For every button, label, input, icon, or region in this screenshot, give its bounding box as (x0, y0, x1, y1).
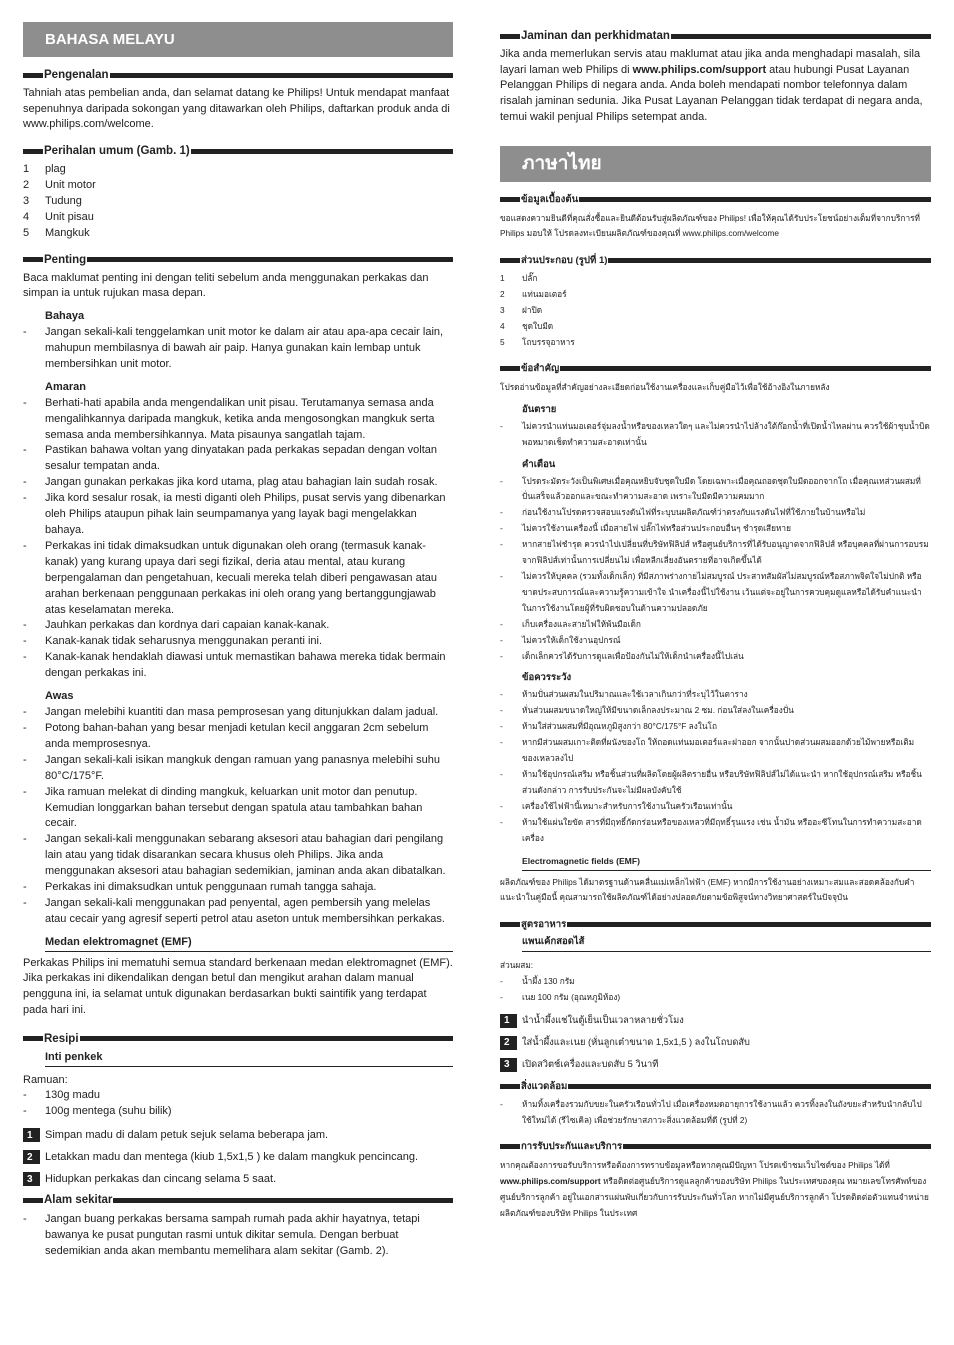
column-malay (23, 22, 453, 1260)
section-header-environment: Alam sekitar (23, 1194, 453, 1206)
section-header-recipe: Resipi (23, 1033, 453, 1045)
list-item: 5 Mangkuk (23, 226, 90, 239)
important-text: Baca maklumat penting ini dengan teliti sebelum anda menggunakan perkakas dan simpan ia untuk rujukan masa depan. (23, 271, 429, 300)
list-item: - เครื่องใช้ไฟฟ้านี้เหมาะสำหรับการใช้งานในครัวเรือนเท่านั้น (500, 799, 931, 815)
list-item: 3 ฝาปิด (500, 305, 543, 316)
ingredients-label: Ramuan: (23, 1073, 68, 1086)
support-link[interactable]: www.philips.com/support (632, 63, 767, 76)
list-item: - ไม่ควรให้บุคคล (รวมทั้งเด็กเล็ก) ที่มีสภาพร่างกายไม่สมบูรณ์ ประสาทสัมผัสไม่สมบูรณ์หรือสภาพจิตใจไม่ปกติ หรือขาดประสบการณ์และความรู้ความเข้าใจ นำเครื่องนี้ไปใช้งาน เว้นแต่จะอยู่ในการควบคุมดูแลหรือได้รับคำแนะนำในการใช้งานโดยผู้ที่รับผิดชอบในด้านความปลอดภัย (500, 569, 931, 617)
list-item: - เก็บเครื่องและสายไฟให้พ้นมือเด็ก (500, 617, 931, 633)
emf-heading-th: Electromagnetic fields (EMF) (522, 855, 640, 866)
list-item: - 100g mentega (suhu bilik) (23, 1104, 453, 1120)
list-item: - Jangan sekali-kali isikan mangkuk dengan ramuan yang panasnya melebihi suhu 80°C/175°F. (23, 753, 453, 785)
list-item: 4 Unit pisau (23, 210, 94, 223)
ingredients-list-th (500, 974, 931, 1006)
list-item: - หากสายไฟชำรุด ควรนำไปเปลี่ยนที่บริษัทฟิลิปส์ หรือศูนย์บริการที่ได้รับอนุญาตจากฟิลิปส์ หรือบุคคลที่ผ่านการอบรมจากฟิลิปส์เท่านั้นการเปลี่ยนไม่ เพื่อหลีกเลี่ยงอันตรายที่อาจเกิดขึ้นได้ (500, 537, 931, 569)
danger-heading: Bahaya (45, 310, 85, 323)
warning-list-th (500, 474, 931, 665)
important-text-th: โปรดอ่านข้อมูลที่สำคัญอย่างละเอียดก่อนใช้งานเครื่องและเก็บคู่มือไว้เพื่อใช้อ้างอิงในภายหลัง (500, 381, 830, 392)
section-header-intro: Pengenalan (23, 69, 453, 81)
danger-list-th (500, 419, 931, 451)
list-item: - Pastikan bahawa voltan yang dinyatakan pada perkakas sepadan dengan voltan sesalur tempatan anda. (23, 443, 453, 475)
parts-list (23, 162, 453, 242)
recipe-step: 1 Simpan madu di dalam petuk sejuk selama beberapa jam. (23, 1128, 453, 1142)
emf-text-th: ผลิตภัณฑ์ของ Philips ได้มาตรฐานด้านคลื่นแม่เหล็กไฟฟ้า (EMF) หากมีการใช้งานอย่างเหมาะสมและสอดคล้องกับคำแนะนำในคู่มือนี้ คุณสามารถใช้ผลิตภัณฑ์ได้อย่างปลอดภัยตามข้อพิสูจน์ทางวิทยาศาสตร์ในปัจจุบัน (500, 876, 915, 903)
section-header-general: Perihalan umum (Gamb. 1) (23, 145, 453, 157)
warning-heading-th: คำเตือน (522, 458, 556, 470)
recipe-subtitle-th: แพนเค้กสอดไส้ (522, 936, 585, 948)
danger-list (23, 325, 453, 373)
caution-list (23, 705, 453, 928)
section-header-environment-th: สิ่งแวดล้อม (500, 1080, 931, 1092)
section-header-recipe-th: สูตรอาหาร (500, 918, 931, 930)
list-item: 1 plag (23, 163, 66, 176)
recipe-subtitle: Inti penkek (45, 1050, 103, 1063)
list-item: - เนย 100 กรัม (อุณหภูมิห้อง) (500, 990, 931, 1006)
intro-text: Tahniah atas pembelian anda, dan selamat datang ke Philips! Untuk mendapat manfaat sepenuhnya daripada sokongan yang ditawarkan oleh Philips, daftarkan produk anda di www.philips.com/welcome. (23, 87, 450, 131)
language-banner-malay: BAHASA MELAYU (23, 22, 453, 57)
list-item: - ห้ามใช้อุปกรณ์เสริม หรือชิ้นส่วนที่ผลิตโดยผู้ผลิตรายอื่น หรือบริษัทฟิลิปส์ไม่ได้แนะนำ หากใช้อุปกรณ์เสริม หรือชิ้นส่วนดังกล่าว การรับประกันจะไม่มีผลบังคับใช้ (500, 767, 931, 799)
recipe-step: 3 Hidupkan perkakas dan cincang selama 5 saat. (23, 1172, 453, 1186)
danger-heading-th: อันตราย (522, 403, 557, 415)
list-item: - ห้ามใส่ส่วนผสมที่มีอุณหภูมิสูงกว่า 80°C/175°F ลงในโถ (500, 719, 931, 735)
list-item: - น้ำผึ้ง 130 กรัม (500, 974, 931, 990)
list-item: 1 ปลั๊ก (500, 273, 538, 284)
ingredients-list (23, 1088, 453, 1120)
list-item: - Jauhkan perkakas dan kordnya dari capaian kanak-kanak. (23, 618, 453, 634)
list-item: - 130g madu (23, 1088, 453, 1104)
list-item: - เด็กเล็กควรได้รับการดูแลเพื่อป้องกันไม่ให้เด็กนำเครื่องนี้ไปเล่น (500, 649, 931, 665)
emf-heading: Medan elektromagnet (EMF) (45, 935, 192, 948)
list-item: - ไม่ควรใช้งานเครื่องนี้ เมื่อสายไฟ ปลั๊กไฟหรือส่วนประกอบอื่นๆ ชำรุดเสียหาย (500, 521, 931, 537)
list-item: - หั่นส่วนผสมขนาดใหญ่ให้มีขนาดเล็กลงประมาณ 2 ซม. ก่อนใส่ลงในเครื่องปั่น (500, 703, 931, 719)
recipe-step: 2 Letakkan madu dan mentega (kiub 1,5x1,5 ) ke dalam mangkuk pencincang. (23, 1150, 453, 1164)
list-item: - Jangan sekali-kali tenggelamkan unit motor ke dalam air atau apa-apa cecair lain, mahupun membilasnya di bawah air paip. Hanya gunakan kain lembap untuk membersihkan unit motor. (23, 325, 453, 373)
list-item: - Berhati-hati apabila anda mengendalikan unit pisau. Terutamanya semasa anda mengalihkannya daripada mangkuk, ketika anda mengosongkan mangkuk serta semasa anda membersihkannya. Mata pisaunya sangatlah tajam. (23, 396, 453, 444)
list-item: - Jika ramuan melekat di dinding mangkuk, keluarkan unit motor dan penutup. Kemudian longgarkan bahan tersebut dengan spatula atau tambahkan bahan cecair. (23, 785, 453, 833)
section-header-general-th: ส่วนประกอบ (รูปที่ 1) (500, 254, 931, 266)
list-item: - Jangan melebihi kuantiti dan masa pemprosesan yang ditunjukkan dalam jadual. (23, 705, 453, 721)
warning-heading: Amaran (45, 380, 86, 393)
column-thai (500, 146, 931, 1222)
list-item: - โปรดระมัดระวังเป็นพิเศษเมื่อคุณหยิบจับชุดใบมีด โดยเฉพาะเมื่อคุณถอดชุดใบมีดออกจากโถ เมื่อคุณเทส่วนผสมที่ปั่นเสร็จแล้วออกและขณะทำความสะอาด เพราะใบมีดมีความคมมาก (500, 474, 931, 506)
list-item: - Perkakas ini tidak dimaksudkan untuk digunakan oleh orang (termasuk kanak-kanak) yang kurang upaya dari segi fizikal, deria atau mental, atau kurang berpengalaman dan pengetahuan, kecuali mereka telah diberi pengawasan atau arahan berkenaan penggunaan perkakas ini oleh orang yang bertanggungjawab atas keselamatan mereka. (23, 539, 453, 619)
list-item: - Jangan buang perkakas bersama sampah rumah pada akhir hayatnya, tetapi bawanya ke pusat pungutan rasmi untuk dikitar semula. Dengan berbuat sedemikian anda akan membantu memelihara alam sekitar (Gamb. 2). (23, 1212, 453, 1260)
guarantee-text-th: หากคุณต้องการขอรับบริการหรือต้องการทราบข้อมูลหรือหากคุณมีปัญหา โปรดเข้าชมเว็บไซต์ของ Philips ได้ที่ www.philips.com/support หรือติดต่อศูนย์บริการดูแลลูกค้าของบริษัท Philips ในประเทศของคุณ หมายเลขโทรศัพท์ของศูนย์บริการลูกค้า อยู่ในเอกสารแผ่นพับเกี่ยวกับการรับประกันทั่วโลก หากไม่มีศูนย์บริการลูกค้า โปรดติดต่อตัวแทนจำหน่ายผลิตภัณฑ์ของบริษัท Philips ในประเทศ (500, 1159, 929, 1218)
list-item: - ก่อนใช้งานโปรดตรวจสอบแรงดันไฟที่ระบุบนผลิตภัณฑ์ว่าตรงกับแรงดันไฟที่ใช้ภายในบ้านหรือไม่ (500, 505, 931, 521)
section-header-important: Penting (23, 254, 453, 266)
list-item: - ห้ามปั่นส่วนผสมในปริมาณและใช้เวลาเกินกว่าที่ระบุไว้ในตาราง (500, 687, 931, 703)
list-item: - Jangan sekali-kali menggunakan sebarang aksesori atau bahagian dari pengilang lain atau yang tidak disarankan secara khusus oleh Philips. Jika anda menggunakan aksesori atau bahagian sedemikian, jaminan anda akan dibatalkan. (23, 832, 453, 880)
emf-text: Perkakas Philips ini mematuhi semua standard berkenaan medan elektromagnet (EMF). Jika perkakas ini dikendalikan dengan betul dan mengikut arahan dalam manual pengguna ini, ia selamat untuk digunakan berdasarkan bukti saintifik yang terdapat pada hari ini. (23, 956, 453, 1016)
warning-list (23, 396, 453, 682)
list-item: - Jangan sekali-kali menggunakan pad penyental, agen pembersih yang melelas atau cecair yang agresif seperti petrol atau aseton untuk membersihkan perkakas. (23, 896, 453, 928)
recipe-step: 2 ใส่น้ำผึ้งและเนย (หั่นลูกเต๋าขนาด 1,5x1,5 ) ลงในโถบดสับ (500, 1035, 931, 1050)
column-right (500, 30, 931, 1221)
list-item: - ไม่ควรให้เด็กใช้งานอุปกรณ์ (500, 633, 931, 649)
language-banner-thai: ภาษาไทย (500, 146, 931, 182)
section-header-important-th: ข้อสำคัญ (500, 363, 931, 375)
list-item: - Potong bahan-bahan yang besar menjadi ketulan kecil anggaran 2cm sebelum anda memprosesnya. (23, 721, 453, 753)
caution-list-th (500, 687, 931, 846)
list-item: - Perkakas ini dimaksudkan untuk penggunaan rumah tangga sahaja. (23, 880, 453, 896)
list-item: 2 Unit motor (23, 179, 96, 192)
ingredients-label-th: ส่วนผสม: (500, 960, 534, 971)
intro-text-th: ขอแสดงความยินดีที่คุณสั่งซื้อและยินดีต้อนรับสู่ผลิตภัณฑ์ของ Philips! เพื่อให้คุณได้รับประโยชน์อย่างเต็มที่จากบริการที่ Philips มอบให้ โปรดลงทะเบียนผลิตภัณฑ์ของคุณที่ www.philips.com/welcome (500, 212, 921, 239)
list-item: 2 แท่นมอเตอร์ (500, 289, 567, 300)
parts-list-th (500, 271, 931, 351)
environment-list-th (500, 1097, 931, 1129)
list-item: - Kanak-kanak tidak seharusnya menggunakan peranti ini. (23, 634, 453, 650)
section-header-guarantee: Jaminan dan perkhidmatan (500, 30, 931, 42)
list-item: - ห้ามใช้แผ่นใยขัด สารที่มีฤทธิ์กัดกร่อนหรือของเหลวที่มีฤทธิ์รุนแรง เช่น น้ำมัน หรืออะซีโทนในการทำความสะอาดเครื่อง (500, 815, 931, 847)
caution-heading: Awas (45, 690, 74, 703)
list-item: - ห้ามทิ้งเครื่องรวมกับขยะในครัวเรือนทั่วไป เมื่อเครื่องหมดอายุการใช้งานแล้ว ควรทิ้งลงในถังขยะสำหรับนำกลับไปใช้ใหม่ได้ (รีไซเคิล) เพื่อช่วยรักษาสภาวะสิ่งแวดล้อมที่ดี (รูปที่ 2) (500, 1097, 931, 1129)
list-item: 4 ชุดใบมีด (500, 321, 554, 332)
list-item: - Jangan gunakan perkakas jika kord utama, plag atau bahagian lain sudah rosak. (23, 475, 453, 491)
recipe-step: 1 นำน้ำผึ้งแช่ในตู้เย็นเป็นเวลาหลายชั่วโมง (500, 1013, 931, 1028)
list-item: 3 Tudung (23, 194, 82, 207)
recipe-step: 3 เปิดสวิตช์เครื่องและบดสับ 5 วินาที (500, 1057, 931, 1072)
list-item: - Kanak-kanak hendaklah diawasi untuk memastikan bahawa mereka tidak bermain dengan perkakas ini. (23, 650, 453, 682)
list-item: - หากมีส่วนผสมเกาะติดที่ผนังของโถ ให้ถอดแท่นมอเตอร์และฝาออก จากนั้นปาดส่วนผสมออกด้วยไม้พายหรือเติมของเหลวลงไป (500, 735, 931, 767)
caution-heading-th: ข้อควรระวัง (522, 672, 572, 684)
support-link-th[interactable]: www.philips.com/support (500, 1175, 601, 1186)
environment-list (23, 1212, 453, 1260)
section-header-intro-th: ข้อมูลเบื้องต้น (500, 194, 931, 206)
list-item: - ไม่ควรนำแท่นมอเตอร์จุ่มลงน้ำหรือของเหลวใดๆ และไม่ควรนำไปล้างใต้ก๊อกน้ำที่เปิดน้ำไหลผ่าน ควรใช้ผ้าชุบน้ำบิดพอหมาดเช็ดทำความสะอาดเท่านั้น (500, 419, 931, 451)
section-header-guarantee-th: การรับประกันและบริการ (500, 1141, 931, 1153)
guarantee-text: Jika anda memerlukan servis atau maklumat atau jika anda menghadapi masalah, sila layari laman web Philips di www.philips.com/support atau hubungi Pusat Layanan Pelanggan Philips di negara anda. Anda boleh mendapati nombor telefonnya dalam risalah jaminan sedunia. Jika Pusat Layanan Pelanggan tidak terdapat di negara anda, temui wakil penjual Philips setempat anda. (500, 48, 923, 123)
list-item: 5 โถบรรจุอาหาร (500, 336, 575, 347)
list-item: - Jika kord sesalur rosak, ia mesti diganti oleh Philips, pusat servis yang dibenarkan oleh Philips ataupun pihak lain seumpamanya yang layak bagi mengelakkan bahaya. (23, 491, 453, 539)
